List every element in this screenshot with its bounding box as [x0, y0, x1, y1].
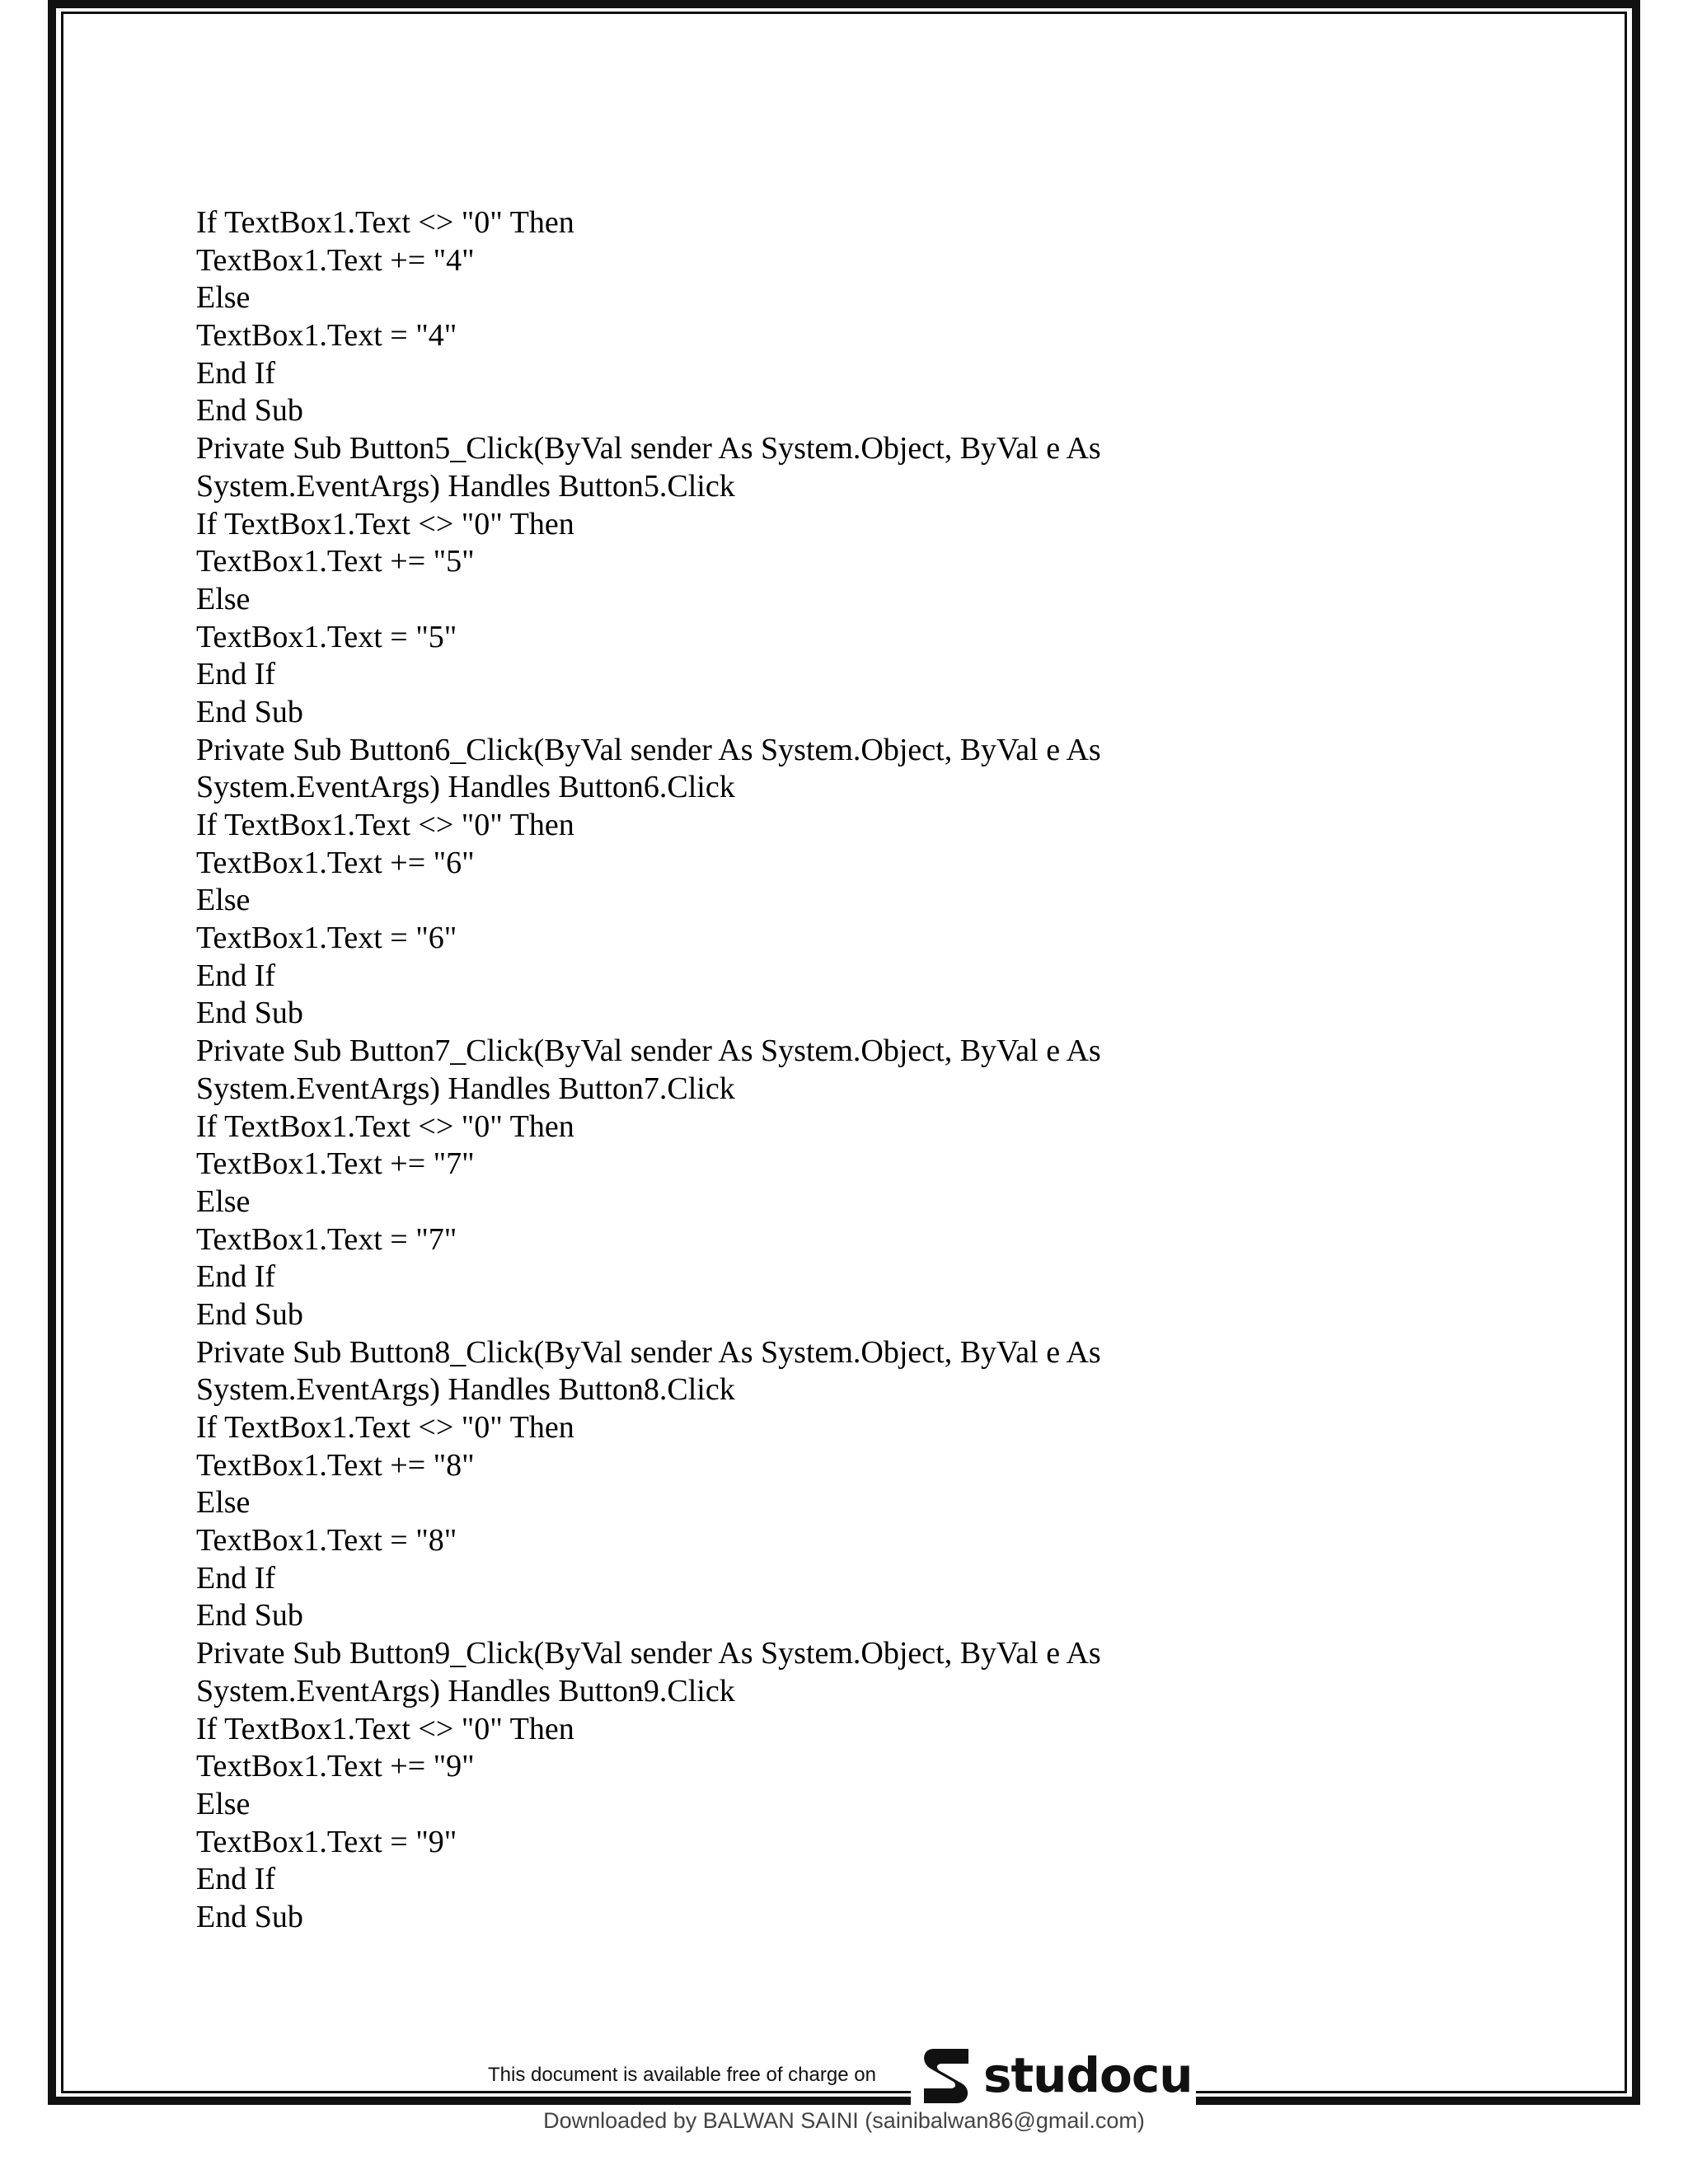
code-line: Private Sub Button6_Click(ByVal sender As System.Object, ByVal e As	[196, 732, 1101, 767]
code-line: System.EventArgs) Handles Button6.Click	[196, 770, 735, 805]
code-line: Private Sub Button5_Click(ByVal sender As System.Object, ByVal e As	[196, 431, 1101, 466]
code-line: TextBox1.Text = "9"	[196, 1824, 457, 1859]
code-line: TextBox1.Text = "8"	[196, 1523, 457, 1558]
code-line: Else	[196, 581, 251, 616]
promo-text: This document is available free of charge on	[488, 2064, 876, 2086]
code-line: TextBox1.Text = "5"	[196, 619, 457, 654]
code-line: End If	[196, 1259, 276, 1295]
code-line: End If	[196, 1862, 276, 1897]
code-line: If TextBox1.Text <> "0" Then	[196, 1108, 574, 1144]
code-line: Else	[196, 1786, 251, 1821]
footer-promo	[488, 2042, 1196, 2108]
code-line: End Sub	[196, 1598, 303, 1633]
code-line: System.EventArgs) Handles Button9.Click	[196, 1673, 735, 1708]
code-line: System.EventArgs) Handles Button8.Click	[196, 1372, 735, 1408]
code-line: Else	[196, 883, 251, 918]
code-line: End Sub	[196, 393, 303, 429]
code-line: End If	[196, 355, 276, 391]
code-line: End Sub	[196, 1899, 303, 1934]
code-line: Else	[196, 1183, 251, 1219]
code-line: TextBox1.Text += "8"	[196, 1447, 475, 1483]
code-line: If TextBox1.Text <> "0" Then	[196, 1410, 574, 1445]
code-line: TextBox1.Text += "7"	[196, 1146, 475, 1182]
code-line: Else	[196, 280, 251, 316]
code-line: TextBox1.Text += "4"	[196, 242, 475, 278]
code-line: Private Sub Button9_Click(ByVal sender As System.Object, ByVal e As	[196, 1636, 1101, 1671]
code-line: TextBox1.Text += "9"	[196, 1749, 475, 1784]
code-line: End If	[196, 1560, 276, 1596]
code-line: TextBox1.Text += "5"	[196, 544, 475, 579]
code-line: If TextBox1.Text <> "0" Then	[196, 1711, 574, 1746]
code-line: TextBox1.Text = "4"	[196, 318, 457, 354]
code-line: End If	[196, 657, 276, 692]
code-line: If TextBox1.Text <> "0" Then	[196, 205, 574, 240]
studocu-logo-icon	[914, 2042, 978, 2108]
code-line: End If	[196, 958, 276, 993]
code-line: End Sub	[196, 996, 303, 1031]
code-line: System.EventArgs) Handles Button7.Click	[196, 1071, 735, 1106]
code-line: TextBox1.Text = "6"	[196, 921, 457, 956]
studocu-logo-text: studocu	[982, 2047, 1193, 2103]
studocu-logo[interactable]	[911, 2042, 1196, 2108]
code-line: Else	[196, 1485, 251, 1521]
code-line: Private Sub Button8_Click(ByVal sender As System.Object, ByVal e As	[196, 1334, 1101, 1370]
code-line: TextBox1.Text = "7"	[196, 1221, 457, 1257]
code-line: System.EventArgs) Handles Button5.Click	[196, 468, 735, 504]
code-line: If TextBox1.Text <> "0" Then	[196, 506, 574, 541]
code-line: Private Sub Button7_Click(ByVal sender As System.Object, ByVal e As	[196, 1033, 1101, 1069]
code-line: End Sub	[196, 1296, 303, 1332]
code-line: TextBox1.Text += "6"	[196, 845, 475, 880]
code-line: End Sub	[196, 694, 303, 729]
download-note: Downloaded by BALWAN SAINI (sainibalwan86@gmail.com)	[543, 2108, 1145, 2133]
code-listing	[196, 204, 1432, 1937]
code-line: If TextBox1.Text <> "0" Then	[196, 808, 574, 842]
